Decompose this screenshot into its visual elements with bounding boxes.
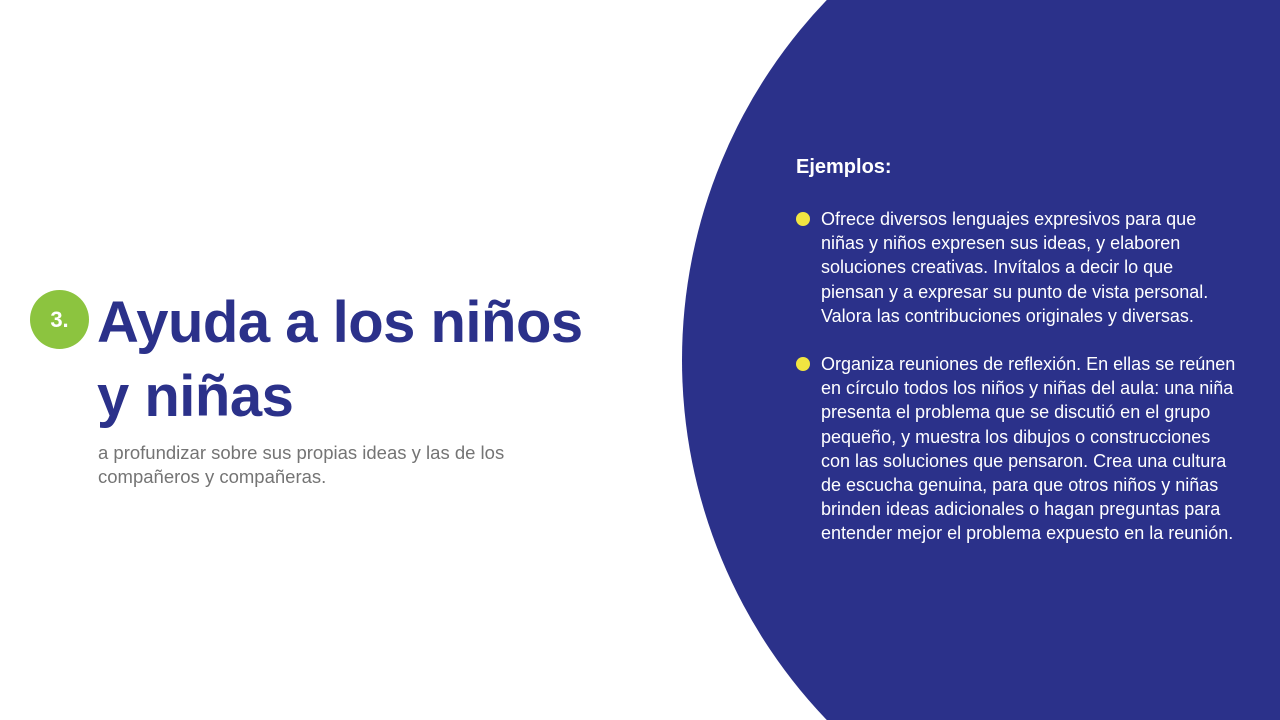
list-item-text: Organiza reuniones de reflexión. En ellas se reúnen en círculo todos los niños y niñas del aula: una niña presenta el problema que se discutió en el grupo pequeño, y muestra los dibujos o construcciones con las soluciones que pensaron. Crea una cultura de escucha genuina, para que otros niños y niñas brinden ideas adicionales o hagan preguntas para entender mejor el problema expuesto en la reunión. [821, 354, 1236, 544]
examples-heading: Ejemplos: [796, 156, 892, 178]
examples-panel [796, 153, 1241, 570]
list-item [796, 352, 1241, 546]
list-item-text: Ofrece diversos lenguajes expresivos para que niñas y niños expresen sus ideas, y elaboren soluciones creativas. Invítalos a decir lo que piensan y a expresar su punto de vista personal. Valora las contribuciones originales y diversas. [821, 209, 1209, 326]
examples-list [796, 207, 1241, 546]
list-item [796, 207, 1241, 328]
page-subtitle: a profundizar sobre sus propias ideas y las de los compañeros y compañeras. [98, 442, 505, 487]
page-title: Ayuda a los niños y niñas [97, 290, 583, 429]
bullet-dot-icon [796, 212, 810, 226]
bullet-dot-icon [796, 357, 810, 371]
number-badge [30, 290, 89, 349]
number-badge-label: 3. [50, 306, 69, 332]
